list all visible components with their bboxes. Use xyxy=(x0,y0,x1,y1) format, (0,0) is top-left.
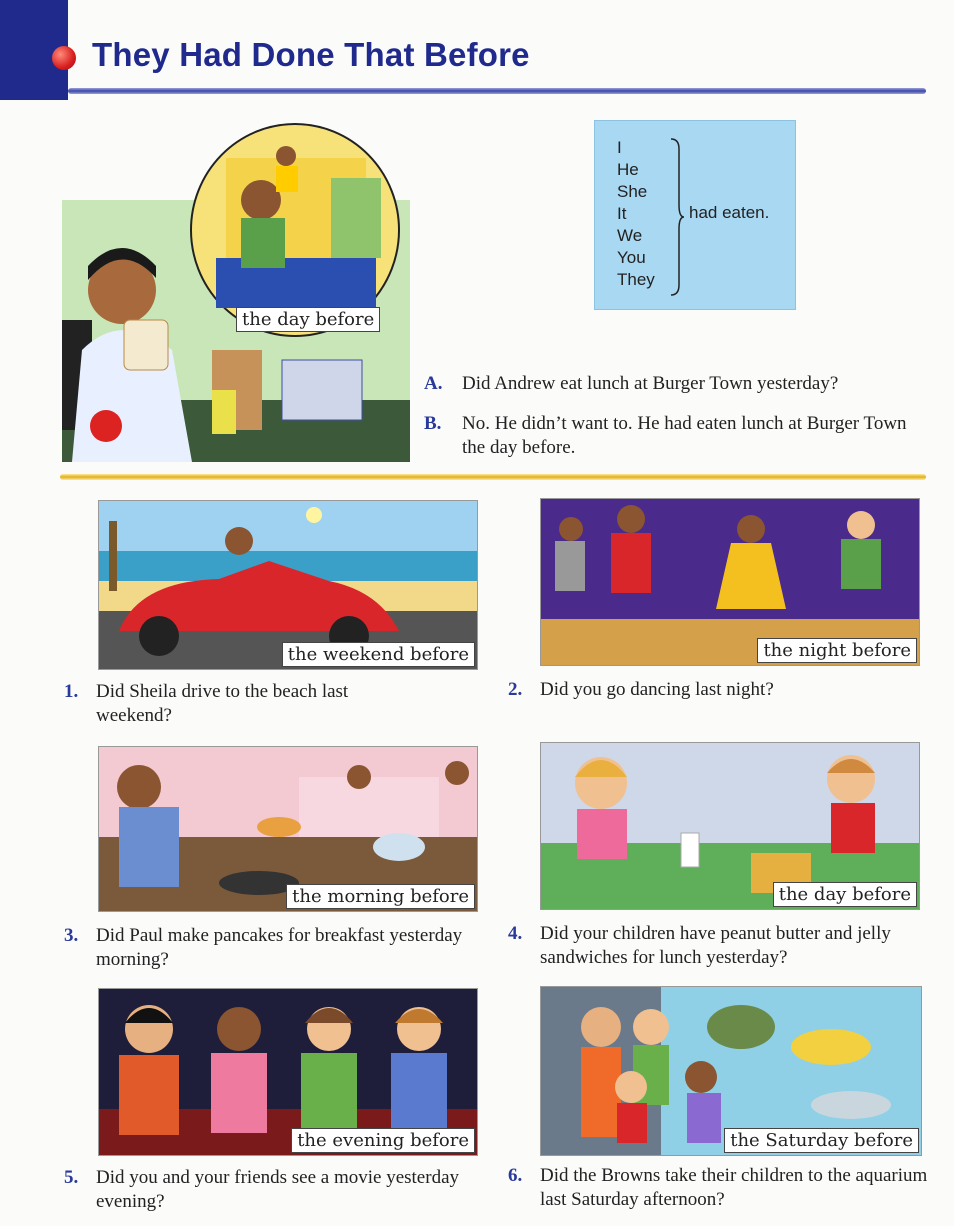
exercise-number: 1. xyxy=(64,681,79,702)
exercise-number: 5. xyxy=(64,1167,79,1188)
section-divider xyxy=(60,474,926,480)
exercise-number: 4. xyxy=(508,923,523,944)
pronoun: It xyxy=(617,204,627,223)
exercise-6-illustration xyxy=(540,986,922,1156)
exercise-text: Did you and your friends see a movie yesterday evening? xyxy=(96,1167,460,1212)
exercise-1-illustration xyxy=(98,500,478,670)
thought-bubble-illustration xyxy=(186,118,404,346)
pronoun: I xyxy=(617,138,622,157)
exercise-text: Did Paul make pancakes for breakfast yesterday morning? xyxy=(96,925,463,970)
exercise-caption: the day before xyxy=(773,882,917,907)
exercise-text: Did your children have peanut butter and jelly sandwiches for lunch yesterday? xyxy=(540,923,891,968)
main-scene-caption: the day before xyxy=(236,307,380,332)
dialog-text: Did Andrew eat lunch at Burger Town yesterday? xyxy=(462,373,839,394)
grammar-box xyxy=(594,120,796,310)
dialog-text: No. He didn’t want to. He had eaten lunch at Burger Town the day before. xyxy=(462,413,907,458)
pronoun: She xyxy=(617,182,648,201)
title-bullet-icon xyxy=(52,46,76,70)
exercise-5-illustration xyxy=(98,988,478,1156)
exercise-caption: the night before xyxy=(757,638,917,663)
pronoun: They xyxy=(617,270,655,289)
exercise-text: Did the Browns take their children to the aquarium last Saturday afternoon? xyxy=(540,1165,928,1210)
exercise-4-illustration xyxy=(540,742,920,910)
title-rule xyxy=(68,88,926,94)
exercise-text: Did you go dancing last night? xyxy=(540,679,774,700)
page-title: They Had Done That Before xyxy=(92,36,530,73)
exercise-caption: the weekend before xyxy=(282,642,475,667)
dialog-label: A. xyxy=(424,373,443,394)
exercise-caption: the evening before xyxy=(291,1128,475,1153)
pronoun: You xyxy=(617,248,646,267)
exercise-caption: the morning before xyxy=(286,884,475,909)
exercise-number: 6. xyxy=(508,1165,523,1186)
pronoun: He xyxy=(617,160,639,179)
exercise-number: 2. xyxy=(508,679,523,700)
exercise-2-illustration xyxy=(540,498,920,666)
exercise-number: 3. xyxy=(64,925,79,946)
pronoun: We xyxy=(617,226,643,245)
dialog-label: B. xyxy=(424,413,442,434)
exercise-text: Did Sheila drive to the beach last weekend? xyxy=(96,681,349,726)
pronoun-list xyxy=(617,137,655,291)
verb-phrase: had eaten. xyxy=(689,203,770,222)
brace-icon xyxy=(669,137,685,297)
exercise-caption: the Saturday before xyxy=(724,1128,919,1153)
exercise-3-illustration xyxy=(98,746,478,912)
